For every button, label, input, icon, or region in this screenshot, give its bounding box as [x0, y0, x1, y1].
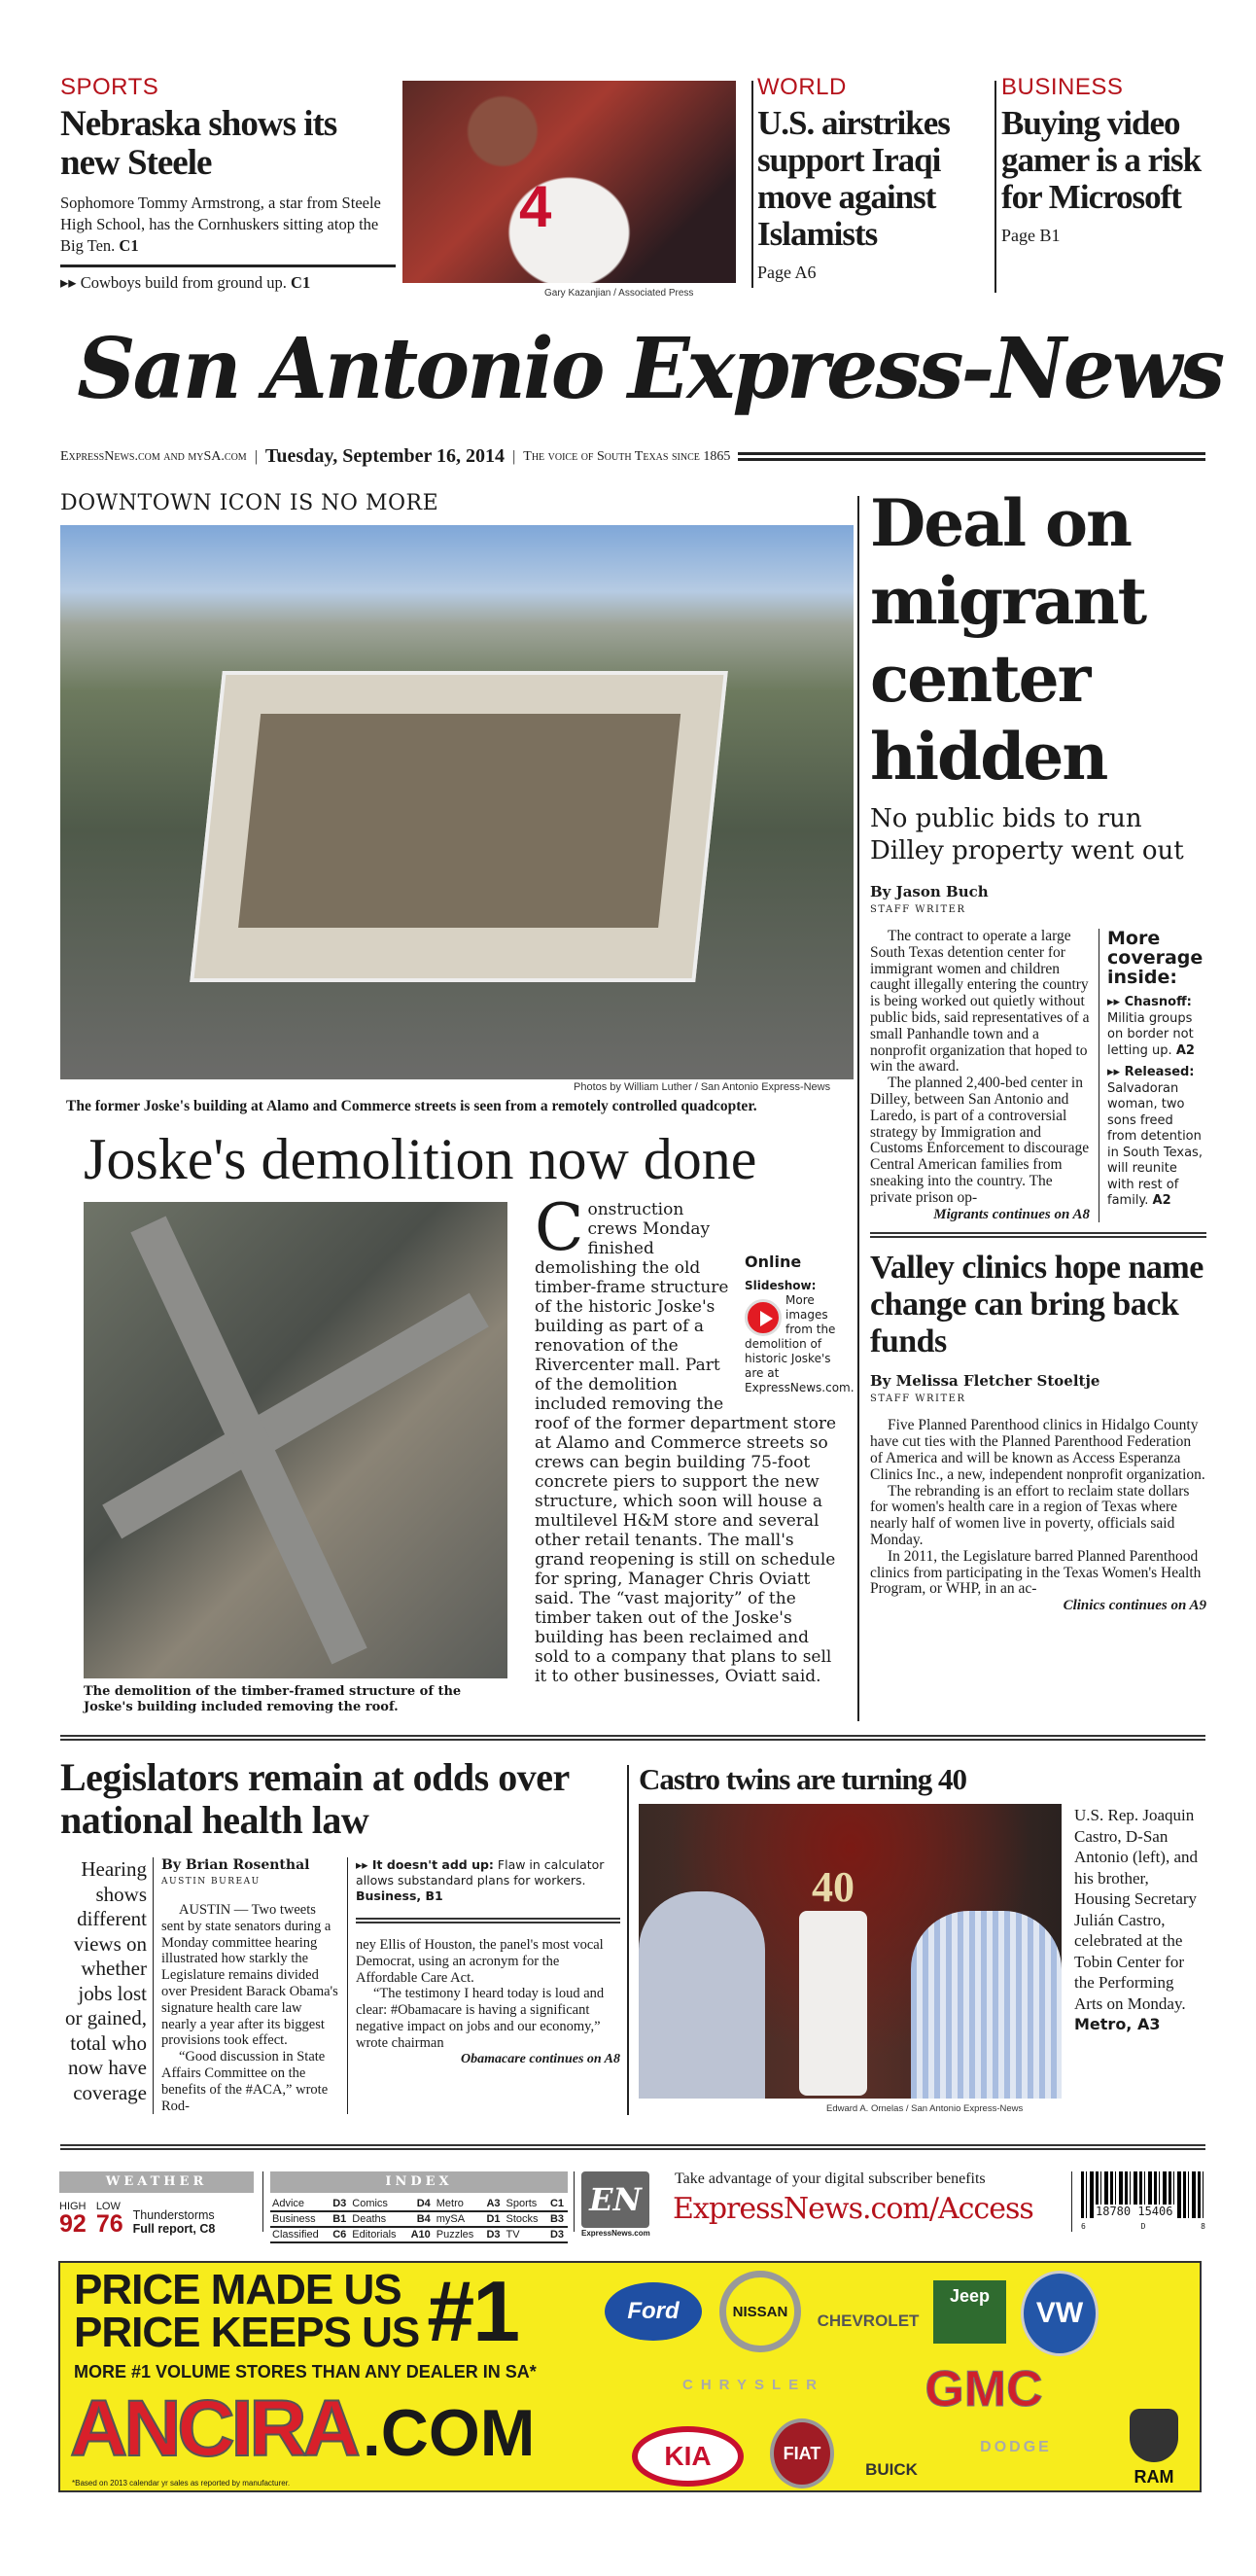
- index-section[interactable]: Classified: [270, 2228, 328, 2243]
- barcode-digits: 6 D 8: [1081, 2222, 1205, 2231]
- index-page: D3: [545, 2228, 568, 2243]
- en-logo[interactable]: EN: [581, 2171, 649, 2228]
- person-right: [911, 1911, 1062, 2099]
- index-section[interactable]: mySA: [435, 2212, 482, 2228]
- promo-link[interactable]: ExpressNews.com/Access: [673, 2192, 1033, 2226]
- weather-box: WEATHER HIGH 92 LOW 76 Thunderstorms Full report, C8: [59, 2171, 254, 2236]
- clinics-body: Five Planned Parenthood clinics in Hidalgo County have cut ties with the Planned Parenthood Federation of America and will be known as Access Esperanza Clinics Inc., a new, independent nonprofit organization. The rebranding is an effort to reclaim state dollars for women's health care in a region of Texas where nearly half of women live in poverty, officials said Monday. In 2011, the Legislature barred Planned Parenthood clinics from participating in the Texas Women's Health Program, or WHP, in an ac- Clinics continues on A9: [870, 1417, 1206, 1614]
- teaser-summary: Sophomore Tommy Armstrong, a star from Steele High School, has the Cornhuskers sitting atop the Big Ten. C1: [60, 193, 396, 267]
- gmc-logo: GMC: [925, 2361, 1043, 2417]
- page-ref[interactable]: Metro, A3: [1074, 2015, 1161, 2033]
- ford-logo: Ford: [605, 2282, 702, 2341]
- index-page: B3: [545, 2212, 568, 2228]
- jump-line[interactable]: Clinics continues on A9: [1063, 1598, 1206, 1614]
- ad-subline: MORE #1 VOLUME STORES THAN ANY DEALER IN SA*: [74, 2362, 537, 2382]
- demolition-aerial-photo: [84, 1202, 507, 1678]
- masthead-logo: San Antonio Express-News: [77, 320, 1223, 418]
- migrant-headline[interactable]: Deal on migrant center hidden: [870, 485, 1146, 794]
- index-section[interactable]: Deaths: [350, 2212, 404, 2228]
- index-section[interactable]: Sports: [505, 2197, 545, 2212]
- index-page: C6: [328, 2228, 350, 2243]
- fiat-logo: FIAT: [770, 2418, 834, 2488]
- dateline: ExpressNews.com and mySA.com | Tuesday, September 16, 2014 | The voice of South Texas since 1865: [60, 445, 1205, 468]
- promo-line: Take advantage of your digital subscriber benefits: [675, 2170, 986, 2187]
- index-section[interactable]: Comics: [350, 2197, 404, 2212]
- clinics-headline[interactable]: Valley clinics hope name change can bring back funds: [870, 1250, 1204, 1360]
- ram-logo: RAM: [1134, 2467, 1174, 2487]
- lead-body: C Online Slideshow: More images from the demolition of historic Joske's are at ExpressNews.com. onstruction crews Monday finished demolishing the old timber-frame structure of the historic Joske's building as part of a renovation of the Rivercenter mall. Part of the demolition included removing the roof of the former department store at Alamo and Commerce streets so crews can begin building 75-foot concrete piers to support the new structure, which soon will house a multilevel H&M store and several other retail tenants. The mall's grand reopening is still on schedule for spring, Manager Chris Oviatt said. The “vast majority” of the timber taken out of the Joske's building has been reclaimed and sold to a company that plans to sell it to other businesses, Oviatt said.: [535, 1190, 855, 1686]
- nissan-logo: NISSAN: [719, 2271, 801, 2352]
- vw-logo: VW: [1021, 2271, 1099, 2356]
- index-page: D3: [482, 2228, 505, 2243]
- jump-line[interactable]: Migrants continues on A8: [933, 1206, 1090, 1222]
- teaser-business[interactable]: [1001, 74, 1215, 246]
- masthead-rule: [738, 452, 1205, 461]
- chevrolet-logo: CHEVROLET: [817, 2311, 920, 2330]
- online-title: Online: [745, 1253, 802, 1271]
- ad-headline-row: [74, 2263, 519, 2359]
- cake-topper: 40: [812, 1863, 855, 1911]
- index-box: INDEX Advice D3 Comics D4 Metro A3 Sports C1 Business B1 Deaths B4 mySA D1 Stocks B3 Classified C6 Editorials A10 Puzzles D3 TV D3: [270, 2171, 568, 2243]
- photo-caption: The former Joske's building at Alamo and Commerce streets is seen from a remotely controlled quadcopter.: [66, 1098, 757, 1114]
- index-row: [270, 2212, 568, 2228]
- teaser-headline[interactable]: Nebraska shows its new Steele: [60, 104, 337, 183]
- refer-box[interactable]: ▸▸ It doesn't add up: Flaw in calculator allows substandard plans for workers. Business, B1: [356, 1857, 605, 1903]
- legislators-headline[interactable]: Legislators remain at odds over national health law: [60, 1755, 569, 1842]
- kia-logo: KIA: [632, 2426, 744, 2487]
- teaser-headline[interactable]: Buying video gamer is a risk for Microsoft: [1001, 104, 1202, 216]
- migrant-story-row: [870, 929, 1206, 1222]
- chrysler-logo: CHRYSLER: [682, 2376, 824, 2393]
- ad-rank: #1: [427, 2263, 519, 2359]
- right-column: [870, 484, 1206, 1614]
- index-section[interactable]: Editorials: [350, 2228, 404, 2243]
- person-left: [639, 1891, 765, 2099]
- section-kicker: WORLD: [757, 74, 847, 100]
- index-section[interactable]: Stocks: [505, 2212, 545, 2228]
- index-page: D1: [482, 2212, 505, 2228]
- castro-caption: U.S. Rep. Joaquin Castro, D-San Antonio (left), and his brother, Housing Secretary Julián Castro, celebrated at the Tobin Center for the Performing Arts on Monday. Metro, A3: [1074, 1806, 1198, 2033]
- legislators-story: [60, 1756, 620, 2114]
- photo-credit: Gary Kazanjian / Associated Press: [544, 288, 694, 299]
- building-shape: [190, 671, 728, 982]
- ad-footnote: *Based on 2013 calendar yr sales as reported by manufacturer.: [72, 2479, 291, 2488]
- drop-cap: C: [535, 1190, 584, 1265]
- section-rule: [870, 1232, 1206, 1238]
- more-coverage-sidebar: More coverage inside: ▸▸ Chasnoff: Militia groups on border not letting up. A2 ▸▸ Released: Salvadoran woman, two sons freed from detention in South Texas, will reunite with rest of family. A2: [1099, 929, 1206, 1222]
- lead-headline[interactable]: Joske's demolition now done: [84, 1127, 757, 1191]
- legislators-columns: [60, 1857, 620, 2114]
- online-label: Slideshow:: [745, 1279, 817, 1292]
- section-kicker: SPORTS: [60, 74, 159, 100]
- index-page: C1: [545, 2197, 568, 2212]
- photo-caption: The demolition of the timber-framed structure of the Joske's building included removing the roof.: [84, 1684, 462, 1714]
- page-ref: Page A6: [757, 263, 817, 282]
- masthead: [60, 320, 1223, 428]
- jersey-number: 4: [519, 174, 552, 239]
- issue-date: Tuesday, September 16, 2014: [264, 445, 506, 467]
- index-section[interactable]: Advice: [270, 2197, 328, 2212]
- double-arrow-icon: ▸▸: [60, 273, 77, 292]
- ancira-ad[interactable]: [58, 2261, 1202, 2492]
- barcode-number: 18780 15406: [1096, 2205, 1173, 2218]
- migrant-deck: No public bids to run Dilley property went out: [870, 804, 1184, 865]
- jump-line[interactable]: Obamacare continues on A8: [461, 2051, 620, 2066]
- jeep-logo: Jeep: [933, 2280, 1006, 2344]
- index-row: [270, 2197, 568, 2212]
- index-row: [270, 2228, 568, 2243]
- index-page: D3: [328, 2197, 350, 2212]
- legislators-col1: By Brian Rosenthal AUSTIN BUREAU AUSTIN — Two tweets sent by state senators during a Monday committee hearing illustrated how starkly the Legislature remains divided over President Barack Obama's signature health care law nearly a year after its biggest provisions took effect. “Good discussion in State Affairs Committee on the benefits of the #ACA,” wrote Rod-: [154, 1857, 348, 2114]
- lead-kicker: DOWNTOWN ICON IS NO MORE: [60, 491, 439, 515]
- low-temp: 76: [95, 2210, 123, 2238]
- teaser-refer[interactable]: ▸▸ Cowboys build from ground up. C1: [60, 273, 311, 292]
- football-player-photo: [402, 81, 736, 283]
- coverage-item[interactable]: ▸▸ Released: Salvadoran woman, two sons freed from detention in South Texas, will reunite with rest of family. A2: [1107, 1065, 1203, 1208]
- index-section[interactable]: Business: [270, 2212, 328, 2228]
- tagline: The voice of South Texas since 1865: [523, 448, 731, 464]
- index-page: D4: [405, 2197, 435, 2212]
- index-page: A3: [482, 2197, 505, 2212]
- cake: [799, 1911, 867, 2096]
- ancira-logo: ANCIRA: [70, 2384, 357, 2473]
- migrant-body: The contract to operate a large South Texas detention center for immigrant women and children caught illegally entering the country is being worked out quietly without public bids, said representatives of a small Panhandle town and a nonprofit organization that hoped to win the award. The planned 2,400-bed center in Dilley, between San Antonio and Laredo, is part of a controversial strategy by Immigration and Customs Enforcement to discourage Central American families from sneaking into the country. The private prison op- Migrants continues on A8: [870, 928, 1090, 1222]
- buick-logo: BUICK: [865, 2459, 918, 2479]
- logo-caption: ExpressNews.com: [581, 2229, 650, 2238]
- coverage-item[interactable]: ▸▸ Chasnoff: Militia groups on border not letting up. A2: [1107, 995, 1195, 1058]
- teaser-world[interactable]: [757, 74, 991, 283]
- ram-head-icon: [1130, 2409, 1178, 2462]
- index-section[interactable]: TV: [505, 2228, 545, 2243]
- ad-url-row: [70, 2385, 535, 2477]
- page-ref: Page B1: [1001, 226, 1061, 245]
- index-section[interactable]: Metro: [435, 2197, 482, 2212]
- index-page: B4: [405, 2212, 435, 2228]
- teaser-headline[interactable]: U.S. airstrikes support Iraqi move against Islamists: [757, 104, 950, 253]
- clinics-byline: By Melissa Fletcher Stoeltje STAFF WRITER: [870, 1372, 1100, 1405]
- site-names: ExpressNews.com and mySA.com: [60, 448, 247, 464]
- ad-domain: .COM: [362, 2396, 536, 2470]
- index-page: A10: [405, 2228, 435, 2243]
- castro-twins-photo: [639, 1804, 1062, 2099]
- section-kicker: BUSINESS: [1001, 74, 1124, 100]
- high-temp: 92: [59, 2210, 87, 2238]
- play-icon[interactable]: [745, 1299, 782, 1336]
- ad-headline: PRICE MADE US PRICE KEEPS US: [74, 2266, 420, 2356]
- castro-headline[interactable]: Castro twins are turning 40: [639, 1762, 966, 1796]
- photo-credit: Photos by William Luther / San Antonio Express-News: [574, 1081, 831, 1093]
- index-section[interactable]: Puzzles: [435, 2228, 482, 2243]
- index-page: B1: [328, 2212, 350, 2228]
- teaser-sports[interactable]: [60, 74, 396, 293]
- legislators-col2: ▸▸ It doesn't add up: Flaw in calculator allows substandard plans for workers. Business, B1 ney Ellis of Houston, the panel's most vocal Democrat, using an acronym for the Affordable Care Act. “The testimony I heard today is loud and clear: #Obamacare is having a significant negative impact on jobs and our economy,” wrote chairman Obamacare continues on A8: [356, 1857, 620, 2066]
- photo-credit: Edward A. Ornelas / San Antonio Express-News: [826, 2103, 1024, 2114]
- online-text: More images from the demolition of historic Joske's are at ExpressNews.com.: [745, 1293, 855, 1394]
- online-box[interactable]: [745, 1253, 855, 1395]
- joskes-aerial-photo: [60, 525, 854, 1079]
- dodge-logo: DODGE: [980, 2439, 1052, 2455]
- legislators-deck: Hearing shows different views on whether jobs lost or gained, total who now have coverage: [60, 1857, 154, 2114]
- migrant-byline: By Jason Buch STAFF WRITER: [870, 883, 989, 915]
